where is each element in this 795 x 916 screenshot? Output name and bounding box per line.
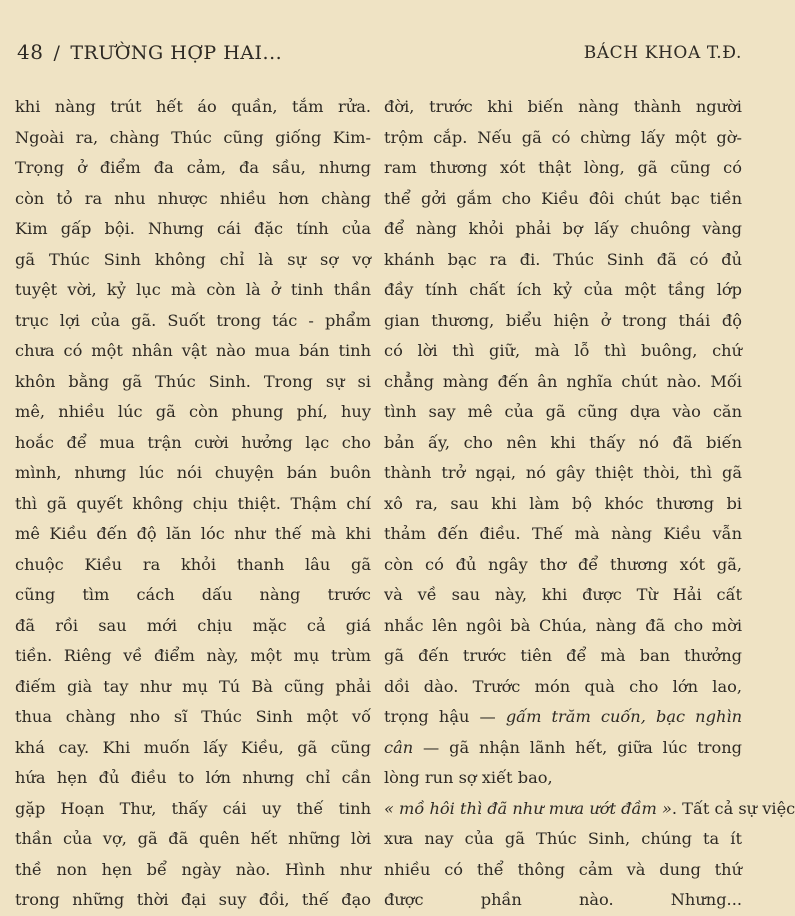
text-line: thảm đến điều. Thế mà nàng Kiều vẫn — [384, 524, 742, 543]
text-line: khôn bằng gã Thúc Sinh. Trong sự si — [15, 371, 371, 391]
text-line: khá cay. Khi muốn lấy Kiều, gã cũng — [15, 737, 371, 757]
publication-name: BÁCH KHOA T.Đ. — [583, 43, 742, 63]
text-line: có lời thì giữ, mà lỗ thì buông, chứ — [384, 341, 742, 360]
right-text-lines — [384, 92, 742, 702]
text-line: thề non hẹn bể ngày nào. Hình như — [15, 859, 371, 879]
text-line: dồi dào. Trước món quà cho lớn lao, — [384, 676, 742, 696]
text-line: đã rồi sau mới chịu mặc cả giá — [15, 615, 371, 635]
text-line: gã đến trước tiên để mà ban thưởng — [384, 646, 742, 665]
text-segment: . Tất cả sự việc — [671, 798, 795, 818]
text-line: tình say mê của gã cũng dựa vào căn — [384, 402, 742, 421]
text-line: thì gã quyết không chịu thiệt. Thậm chí — [15, 493, 371, 513]
text-line: lòng run sợ xiết bao, — [384, 768, 553, 787]
text-line: chẳng màng đến ân nghĩa chút nào. Mối — [384, 371, 742, 391]
text-line: trong những thời đại suy đồi, thế đạo — [15, 890, 371, 909]
text-line: còn tỏ ra nhu nhược nhiều hơn chàng — [15, 188, 371, 208]
left-text-column — [15, 92, 371, 916]
quoted-verse: gấm trăm cuốn, bạc nghìn — [505, 707, 742, 726]
header-left — [17, 40, 282, 64]
text-line: mình, nhưng lúc nói chuyện bán buôn — [15, 463, 371, 482]
text-line: Trọng ở điểm đa cảm, đa sầu, nhưng — [15, 158, 371, 177]
page-header — [0, 40, 744, 72]
text-line: trộm cắp. Nếu gã có chừng lấy một gờ- — [384, 127, 742, 147]
text-line — [384, 794, 795, 825]
text-line: nhắc lên ngôi bà Chúa, nàng đã cho mời — [384, 615, 742, 635]
text-line: tuyệt vời, kỷ lục mà còn là ở tinh thần — [15, 280, 371, 299]
text-line: điếm già tay như mụ Tú Bà cũng phải — [15, 676, 371, 696]
text-line: được phần nào. Nhưng... — [384, 890, 742, 909]
text-line: cũng tìm cách dấu nàng trước — [15, 585, 371, 604]
text-line: nhiều có thể thông cảm và dung thứ — [384, 859, 742, 879]
text-line: xô ra, sau khi làm bộ khóc thương bi — [384, 493, 742, 513]
running-title: TRƯỜNG HỢP HAI... — [70, 42, 283, 64]
text-line: trục lợi của gã. Suốt trong tác - phẩm — [15, 310, 371, 330]
header-separator: / — [53, 42, 61, 64]
text-line: để nàng khỏi phải bợ lấy chuông vàng — [384, 219, 742, 238]
text-line: khánh bạc ra đi. Thúc Sinh đã có đủ — [384, 249, 742, 269]
text-line: Kim gấp bội. Nhưng cái đặc tính của — [15, 219, 371, 238]
text-line: tiền. Riêng về điểm này, một mụ trùm — [15, 646, 371, 665]
text-line: thần của vợ, gã đã quên hết những lời — [15, 829, 371, 848]
text-segment: trọng hậu — — [384, 707, 506, 726]
text-line: thể gởi gắm cho Kiều đôi chút bạc tiền — [384, 188, 742, 208]
text-line: ram thương xót thật lòng, gã cũng có — [384, 158, 742, 177]
text-line: và về sau này, khi được Từ Hải cất — [384, 585, 742, 604]
text-line: gặp Hoạn Thư, thấy cái uy thế tinh — [15, 798, 371, 818]
text-line: mê Kiều đến độ lăn lóc như thế mà khi — [15, 524, 371, 543]
text-line: chưa có một nhân vật nào mua bán tinh — [15, 341, 371, 360]
text-segment: — gã nhận lãnh hết, giữa lúc trong — [413, 737, 742, 757]
text-line: thua chàng nho sĩ Thúc Sinh một vố — [15, 707, 371, 726]
right-text-column — [384, 92, 795, 916]
text-line: còn có đủ ngây thơ để thương xót gã, — [384, 554, 742, 574]
text-line: xưa nay của gã Thúc Sinh, chúng ta ít — [384, 829, 742, 848]
text-line: thành trở ngại, nó gây thiệt thòi, thì gã — [384, 463, 742, 482]
quoted-verse: « mồ hôi thì đã như mưa ướt đầm » — [384, 798, 672, 818]
page-number: 48 — [17, 40, 44, 64]
text-line: gian thương, biểu hiện ở trong thái độ — [384, 310, 742, 330]
quoted-verse: cân — [384, 737, 414, 757]
text-line: mê, nhiều lúc gã còn phung phí, huy — [15, 402, 371, 421]
text-line: chuộc Kiều ra khỏi thanh lâu gã — [15, 554, 371, 574]
text-line: hoắc để mua trận cười hưởng lạc cho — [15, 432, 371, 452]
text-line: Ngoài ra, chàng Thúc cũng giống Kim- — [15, 127, 371, 147]
text-line: đầy tính chất ích kỷ của một tầng lớp — [384, 280, 742, 299]
text-line — [384, 702, 742, 733]
text-line: hứa hẹn đủ điều to lớn nhưng chỉ cần — [15, 768, 371, 787]
text-line: khi nàng trút hết áo quần, tắm rửa. — [15, 97, 371, 116]
text-line: đời, trước khi biến nàng thành người — [384, 97, 742, 116]
text-line: gã Thúc Sinh không chỉ là sự sợ vợ — [15, 249, 371, 269]
text-line — [384, 733, 742, 764]
text-line: bản ấy, cho nên khi thấy nó đã biến — [384, 432, 742, 452]
